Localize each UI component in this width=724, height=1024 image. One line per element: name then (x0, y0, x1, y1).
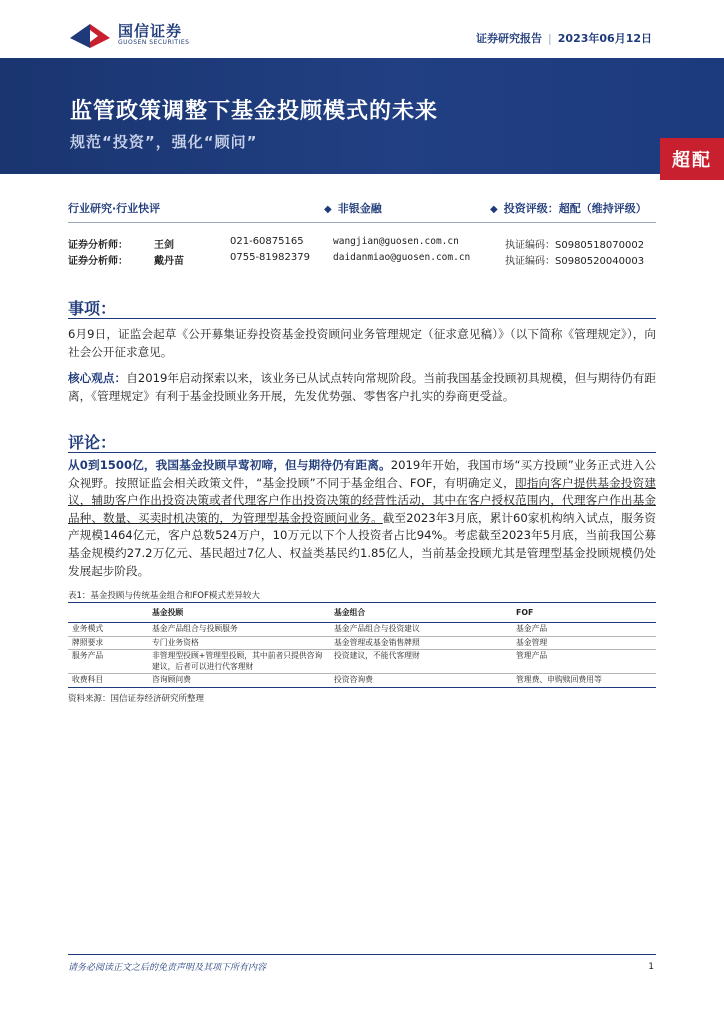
table-cell: 服务产品 (68, 650, 148, 674)
table-header-cell (68, 603, 148, 623)
table-cell: 专门业务资格 (148, 636, 330, 650)
analyst-cert: 执证编码：S0980518070002 (505, 240, 645, 251)
report-category: 行业研究·行业快评 (68, 202, 161, 215)
report-title: 监管政策调整下基金投顾模式的未来 (70, 99, 439, 124)
title-banner (0, 58, 724, 174)
table-cell: 管理产品 (512, 650, 656, 674)
fund-advisory-definition: 即指向客户提供基金投资建议，辅助客户作出投资决策或者代理客户作出投资决策的经营性活动，其中在客户授权范围内，代理客户作出基金品种、数量、买卖时机决策的，为管理型基金投资顾问业务。 (68, 475, 656, 525)
footer-disclaimer: 请务必阅读正文之后的免责声明及其项下所有内容 (68, 963, 267, 973)
diamond-icon: ◆ (324, 204, 332, 215)
table-cell: 基金管理 (512, 636, 656, 650)
core-view-paragraph: 核心观点：自2019年启动探索以来，该业务已从试点转向常规阶段。当前我国基金投顾初具规模，但与期待仍有距离，《管理规定》有利于基金投顾业务开展，先发优势强、零售客户扎实的券商更受益。 (68, 371, 656, 403)
core-view-label: 核心观点： (68, 371, 127, 385)
analyst-name: 戴丹苗 (154, 256, 184, 267)
table-row (68, 674, 656, 688)
table-cell: 基金产品组合与投资建议 (330, 623, 512, 637)
logo-name-cn: 国信证券 (118, 22, 183, 40)
table-row (68, 623, 656, 637)
analyst-email[interactable]: wangjian@guosen.com.cn (333, 236, 459, 247)
table-cell: 管理费、申购赎回费用等 (512, 674, 656, 688)
rating-badge: 超配 (660, 138, 724, 180)
section-divider (68, 452, 656, 453)
table-caption: 表1：基金投顾与传统基金组合和FOF模式差异较大 (68, 591, 260, 601)
logo-name-en: GUOSEN SECURITIES (118, 39, 190, 46)
section-heading-comment: 评论： (68, 433, 117, 452)
table-cell: 业务模式 (68, 623, 148, 637)
report-subtitle: 规范“投资”，强化“顾问” (70, 133, 258, 151)
table-header-cell: 基金投顾 (148, 603, 330, 623)
analyst-label: 证券分析师： (68, 240, 128, 251)
analyst-phone: 021-60875165 (230, 236, 304, 247)
report-date: 2023年06月12日 (557, 32, 652, 45)
section-heading-event: 事项： (68, 299, 117, 318)
table-cell: 投资建议，不能代客理财 (330, 650, 512, 674)
table-cell: 基金产品组合与投顾服务 (148, 623, 330, 637)
table-cell: 基金产品 (512, 623, 656, 637)
guosen-logo-icon (68, 20, 112, 50)
event-paragraph: 6月9日，证监会起草《公开募集证券投资基金投资顾问业务管理规定（征求意见稿）》（以下简称《管理规定》），向社会公开征求意见。 (68, 327, 656, 359)
divider (68, 222, 656, 223)
table-row (68, 650, 656, 674)
table-header-cell: FOF (512, 603, 656, 623)
investment-rating: ◆ 投资评级：超配（维持评级） (490, 202, 647, 215)
analyst-email[interactable]: daidanmiao@guosen.com.cn (333, 252, 471, 263)
table-header-cell: 基金组合 (330, 603, 512, 623)
comparison-table (68, 602, 656, 688)
report-type: 证券研究报告 (476, 32, 543, 45)
table-cell: 咨询顾问费 (148, 674, 330, 688)
table-cell: 收费科目 (68, 674, 148, 688)
table-cell: 基金管理或基金销售牌照 (330, 636, 512, 650)
analyst-name: 王剑 (154, 240, 174, 251)
page-number: 1 (648, 962, 654, 972)
analyst-phone: 0755-81982379 (230, 252, 310, 263)
table-cell: 牌照要求 (68, 636, 148, 650)
comment-lead: 从0到1500亿，我国基金投顾早莺初啼，但与期待仍有距离。 (68, 458, 391, 472)
comment-paragraph: 从0到1500亿，我国基金投顾早莺初啼，但与期待仍有距离。2019年开始，我国市场“买方投顾”业务正式进入公众视野。按照证监会相关政策文件，“基金投顾”不同于基金组合、FOF，有明确定义，即指向客户提供基金投资建议，辅助客户作出投资决策或者代理客户作出投资决策的经营性活动，其中在客户授权范围内，代理客户作出基金品种、数量、买卖时机决策的，为管理型基金投资顾问业务。截至2023年3月底，累计60家机构纳入试点，服务资产规模1464亿元，客户总数524万户，10万元以下个人投资者占比94%。考虑截至2023年5月底，当前我国公募基金规模约27.2万亿元、基民超过7亿人、权益类基民约1.85亿人，当前基金投顾尤其是管理型基金投顾规模仍处发展起步阶段。 (68, 458, 656, 578)
section-divider (68, 318, 656, 319)
report-info: 证券研究报告 | 2023年06月12日 (476, 32, 652, 45)
page-header (0, 0, 724, 58)
guosen-logo (68, 20, 189, 50)
footer-divider (68, 954, 656, 955)
table-cell: 非管理型投顾+管理型投顾，其中前者只提供咨询建议，后者可以进行代客理财 (148, 650, 330, 674)
table-source: 资料来源：国信证券经济研究所整理 (68, 694, 205, 704)
diamond-icon: ◆ (490, 204, 498, 215)
table-row (68, 636, 656, 650)
analyst-cert: 执证编码：S0980520040003 (505, 256, 645, 267)
table-header-row (68, 603, 656, 623)
analyst-label: 证券分析师： (68, 256, 128, 267)
table-cell: 投资咨询费 (330, 674, 512, 688)
sector-label: ◆ 非银金融 (324, 202, 382, 215)
